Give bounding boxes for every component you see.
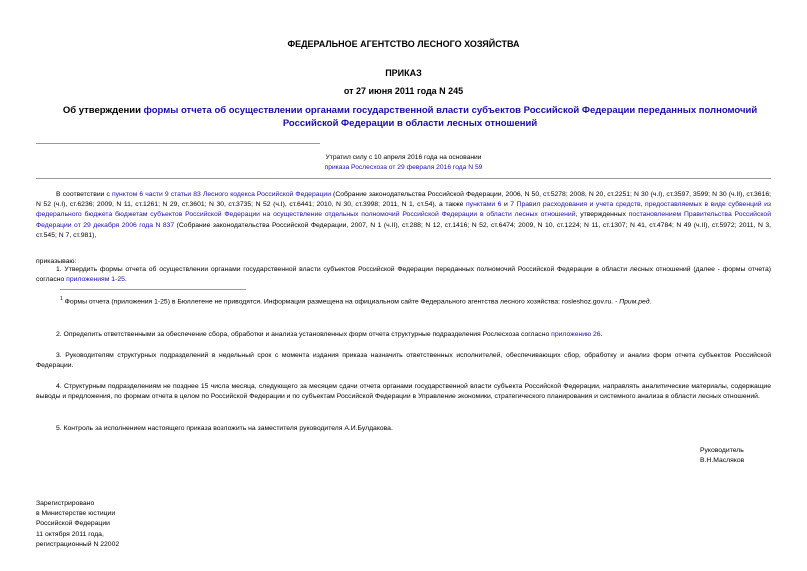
- footnote-divider: [60, 289, 246, 290]
- registration-line-4: 11 октября 2011 года,: [36, 530, 104, 538]
- footnote: [60, 296, 760, 307]
- preamble-text-1: В соответствии с: [56, 191, 112, 198]
- signature-role: Руководитель: [700, 447, 744, 454]
- item-2: [36, 330, 771, 340]
- item-3: 3. Руководителям структурных подразделений в недельный срок с момента издания приказа назначить ответственных исполнителей, обеспечивающих сбор, обработку и анализ форм отчета субъектов Российской Федерации.: [36, 352, 771, 370]
- registration-line-2: в Министерстве юстиции: [36, 510, 116, 518]
- title-link[interactable]: формы отчета об осуществлении органами государственной власти субъектов Российской Федерации переданных полномочий Российской Федерации в области лесных отношений: [143, 105, 758, 129]
- footnote-text: Формы отчета (приложения 1-25) в Бюллетене не приводятся. Информация размещена на официальном сайте Федерального агентства лесного хозяйства: rosleshoz.gov.ru. -: [62, 298, 620, 306]
- item-1-text: 1. Утвердить формы отчета об осуществлении органами государственной власти субъектов Российской Федерации переданных полномочий Российской Федерации в области лесных отношений (далее - формы отчета) согласно: [36, 266, 771, 284]
- item-2-text: 2. Определить ответственными за обеспечение сбора, обработки и анализа установленных форм отчета структурные подразделения Рослесхоза согласно: [56, 331, 552, 338]
- status-note: [0, 153, 807, 173]
- preamble-text-3: и: [501, 201, 511, 209]
- title-prefix: Об утверждении: [62, 105, 144, 116]
- preamble-text-5: (Собрание законодательства Российской Федерации, 2007, N 1 (ч.II), ст.288; N 12, ст.1416; N 52, ст.6474; 2009, N 10, ст.1224; N 11, ст.1307; N 41, ст.4784; N 49 (ч.II), ст.5972; 2011, N 3, ст.545; N 7, ст.981),: [36, 221, 771, 239]
- registration-block: [36, 499, 236, 550]
- registration-line-3: Российской Федерации: [36, 520, 110, 528]
- item-2-link[interactable]: приложению 26: [551, 331, 601, 338]
- agency-name: ФЕДЕРАЛЬНОЕ АГЕНТСТВО ЛЕСНОГО ХОЗЯЙСТВА: [287, 39, 520, 49]
- status-link[interactable]: приказа Рослесхоза от 29 февраля 2016 года N 59: [324, 164, 483, 172]
- status-text: Утратил силу с 10 апреля 2016 года на основании: [325, 154, 482, 161]
- preamble: [36, 190, 771, 241]
- doc-date: от 27 июня 2011 года N 245: [343, 86, 464, 96]
- item-1-link[interactable]: приложениям 1-25: [66, 276, 125, 284]
- item-4: 4. Структурным подразделениям не позднее 15 числа месяца, следующего за месяцем сдачи отчета органами государственной власти субъекта Российской Федерации, направлять аналитические материалы, содержащие выводы и предложения, по формам отчета в целом по Российской Федерации и по субъектам Российской Федерации в Управление экономики, стратегического планирования и системного анализа в области лесных отношений.: [36, 383, 771, 401]
- document-title: [60, 105, 760, 131]
- signature-block: [700, 446, 770, 466]
- preamble-text-4: , утвержденных: [575, 211, 629, 219]
- preamble-link-decree[interactable]: постановлением Правительства Российской Федерации от 29 декабря 2006 года N 837: [36, 211, 771, 229]
- preamble-link-rules[interactable]: 7 Правил расходования и учета средств, предоставляемых в виде субвенций из федерального бюджета бюджетам субъектов Российской Федерации на осуществление отдельных полномочий Российской Федерации в области лесных отношений: [36, 201, 771, 219]
- item-1: [36, 265, 771, 285]
- signature-name: В.Н.Масляков: [700, 457, 745, 465]
- registration-line-1: Зарегистрировано: [36, 500, 95, 507]
- item-5: 5. Контроль за исполнением настоящего приказа возложить на заместителя руководителя А.И.Булдакова.: [56, 425, 393, 432]
- preamble-link-items-6[interactable]: пунктами 6: [465, 201, 502, 209]
- item-1-end: .: [124, 276, 127, 284]
- footnote-marker: 1: [60, 296, 63, 302]
- preamble-text-2: (Собрание законодательства Российской Федерации, 2006, N 50, ст.5278; 2008, N 20, ст.2251; N 30 (ч.I), ст.3597, 3599; N 30 (ч.II), ст.3616; N 52 (ч.I), ст.6236; 2009, N 11, ст.1261; N 29, ст.3601; N 30, ст.3735; N 52 (ч.I), ст.6441; 2010, N 30, ст.3998; 2011, N 1, ст.54), а также: [36, 191, 772, 209]
- divider-bottom: [36, 178, 771, 179]
- item-2-end: .: [600, 331, 603, 338]
- registration-line-5: регистрационный N 22002: [36, 540, 120, 548]
- preamble-link-forest-code[interactable]: пунктом 6 части 9 статьи 83 Лесного кодекса Российской Федерации: [111, 191, 331, 198]
- footnote-italic: Прим.ред.: [619, 298, 652, 306]
- doc-type: ПРИКАЗ: [385, 68, 422, 78]
- order-word: приказываю:: [36, 258, 77, 265]
- divider-top: [36, 143, 320, 144]
